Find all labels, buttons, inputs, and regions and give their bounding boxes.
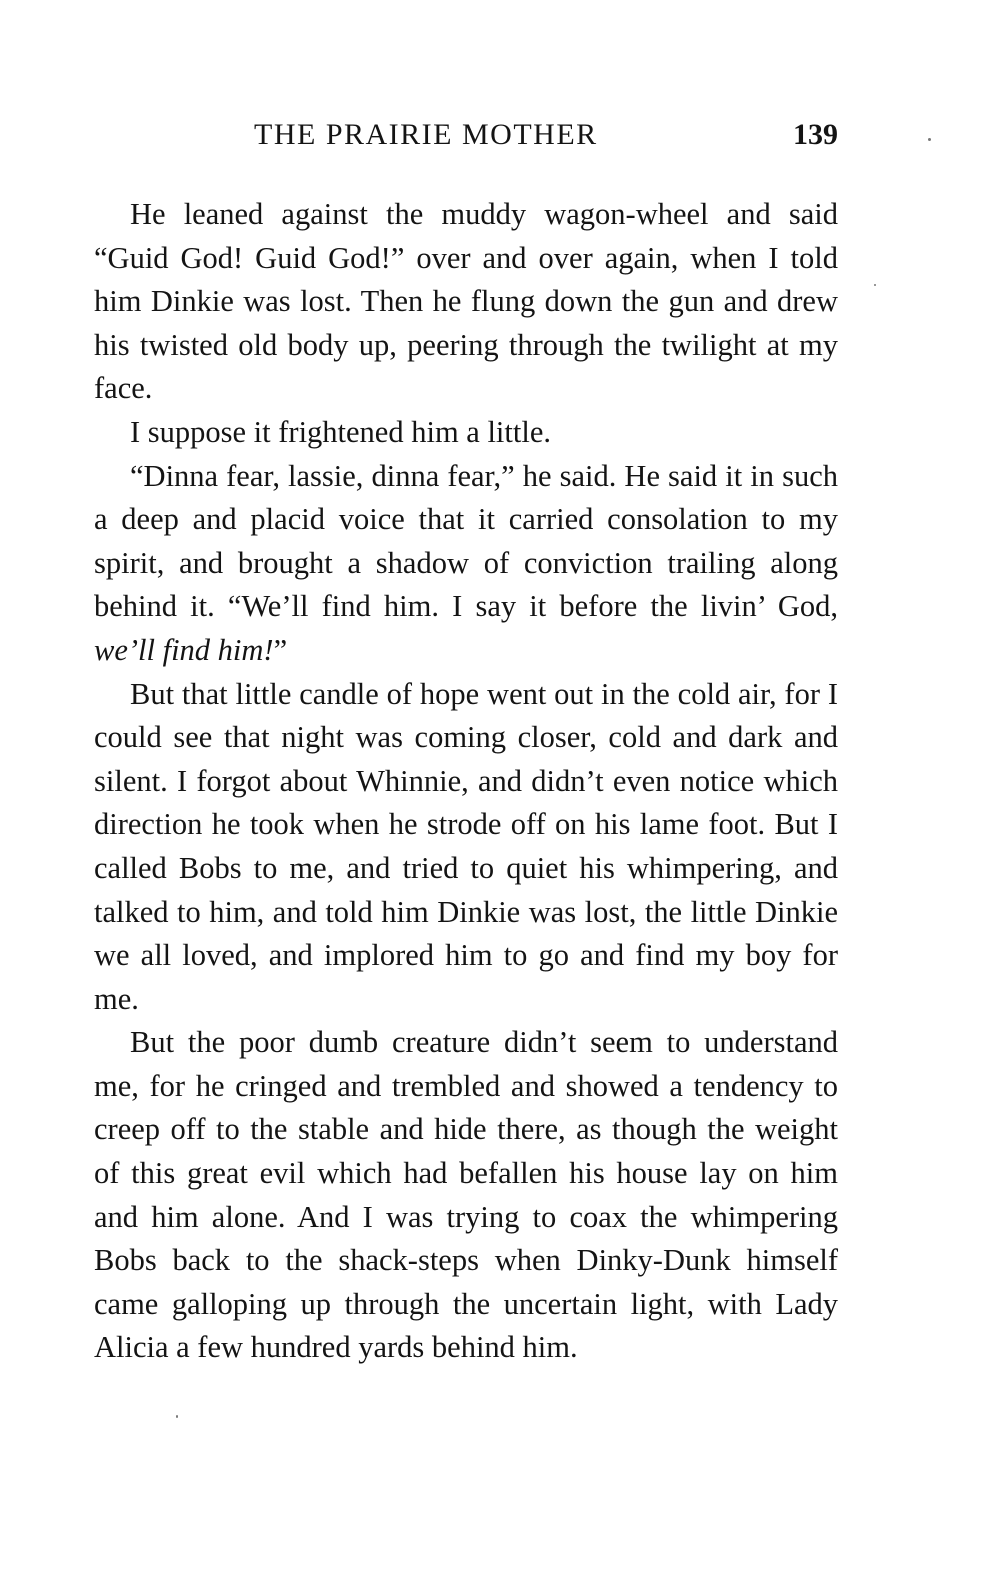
paragraph-text: But that little candle of hope went out in the cold air, for I could see that night was coming closer, cold and dark and silent. I forgot about Whinnie, and didn’t even notice which direction he took when he strode off on his lame foot. But I called Bobs to me, and tried to quiet his whimpering, and talked to him, and told him Dinkie was lost, the little Dinkie we all loved, and implored him to go and find my boy for me.: [94, 676, 838, 1016]
paragraph-text: But the poor dumb creature didn’t seem to understand me, for he cringed and trembled and showed a tendency to creep off to the stable and hide there, as though the weight of this great evil which had befallen his house lay on him and him alone. And I was trying to coax the whimpering Bobs back to the shack-steps when Dinky-Dunk himself came galloping up through the uncertain light, with Lady Alicia a few hundred yards behind him.: [94, 1025, 838, 1365]
paragraph: [94, 673, 838, 1022]
italic-emphasis: we’ll find him!: [94, 632, 274, 667]
paragraph: [94, 455, 838, 673]
paragraph: [94, 1021, 838, 1370]
scan-speck: [176, 1415, 178, 1418]
paragraph-text: “Dinna fear, lassie, dinna fear,” he said. He said it in such a deep and placid voice that it carried consolation to my spirit, and brought a shadow of conviction trailing along behind it. “We’ll find him. I say it before the livin’ God,: [94, 458, 838, 624]
paragraph-text: ”: [273, 632, 288, 667]
paragraph: [94, 411, 838, 455]
paragraph-text: He leaned against the muddy wagon-wheel and said “Guid God! Guid God!” over and over again, when I told him Dinkie was lost. Then he flung down the gun and drew his twisted old body up, peering through the twilight at my face.: [94, 197, 838, 406]
scan-speck: [928, 138, 931, 141]
running-head: [94, 113, 838, 157]
body-text: [94, 193, 838, 1370]
running-title: THE PRAIRIE MOTHER: [254, 118, 598, 151]
paragraph: [94, 193, 838, 411]
scan-speck: [874, 284, 876, 286]
page-number: 139: [793, 118, 838, 151]
paragraph-text: I suppose it frightened him a little.: [130, 414, 551, 449]
